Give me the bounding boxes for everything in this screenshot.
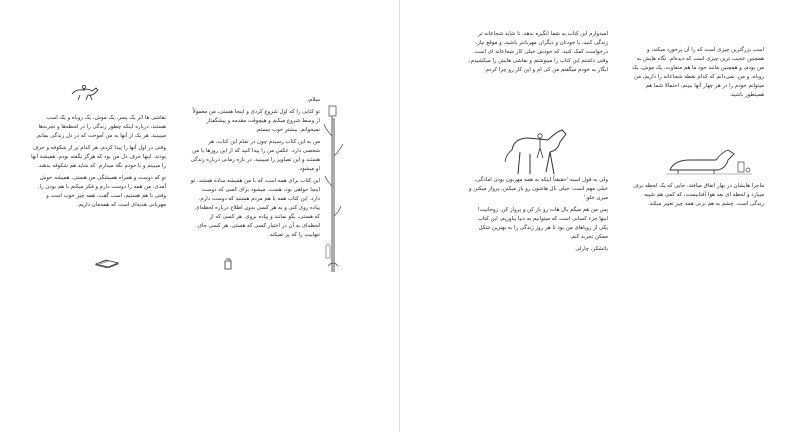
paragraph: من به این کتاب رسیدم چون در تمام این کتاب، هر شخصی دارد. عکس من را پیدا کنید که از این روزها با من هستند و این تصاویر را میبینید. در بازه زمانی درباره زندگی او میشود. bbox=[190, 139, 320, 172]
paragraph: تو که دوست و همراه همیشگی من هستی، همیشه خوش آمدی. من همه را دوست دارم و فکر میکنم با هم بودن را. وقتی با هم هستیم، اسب گفت، همه چیز خوب است و مهربانی هدیه‌ای است که همه‌مان داریم. bbox=[37, 175, 166, 208]
heading: سلام، bbox=[307, 97, 320, 103]
resting-horse-illustration bbox=[664, 138, 754, 178]
paragraph: این کتاب برای همه است که با من همیشه ساده هستند. تو اینجا خواهی بود، هست. میشود برای کسی که دوست دارد. این کتاب همه با هم مردم هستند که دوست دارم. پیاده روی کنی و به هر کسی بدون اطلاع درباره لحظه‌ای که هستی، بگو بمانند و پیاده بروی. هر کسی که از لحظه‌ای به آن در اختیار کسی که هستی، هر کسی جای تنهاییت را که پر نمیکند. bbox=[190, 178, 320, 238]
paragraph: ماجرا هایشان در بهار اتفاق میافتد، جایی که یک لحظه برف میبارد و لحظه ای بعد هوا آفتابیست، که کمی هم شبیه زندگی است. چشم به هم بزنی همه چیز تغییر میکند. bbox=[633, 183, 764, 207]
book-illustration bbox=[94, 254, 120, 268]
signature: باتشکر، چارلی bbox=[575, 246, 608, 252]
right-inner-column bbox=[468, 30, 608, 78]
horse-and-boy-illustration bbox=[500, 120, 580, 178]
left-inner-column bbox=[190, 96, 320, 243]
right-inner-column-cont bbox=[468, 176, 608, 257]
right-page bbox=[400, 0, 800, 432]
paragraph: امیدوارم این کتاب به شما انگیزه بدهد، تا شاید شجاعانه تر زندگی کنید، با خودتان و دیگران مهربانتر باشید، و موقع نیاز، درخواست کمک کنید. که خودش خیلی کار شجاعانه ای است. وقتی داشتم این کتاب را مینوشتم و نقاشی هایش را میکشیدم، انگار به خودم میگفتم من کی ام و این کار رو چرا کردم. bbox=[468, 31, 608, 73]
jar-illustration bbox=[222, 258, 234, 270]
left-outer-column bbox=[30, 114, 166, 213]
paragraph: اسب بزرگترین چیزی است که را آن پرخورد میکند، و همچنین عجیب ترین چیزی است که دیده‌ام. نگاه هایش به من بودم، و همچنین مانند خود ما هم متفاوت. یک موش، یک روباه، و من. نمی‌دانم که کدام نقطه شجاعانه را داریم، من میتوانم خودم را در هر چهار آنها ببینم، احتمالا شما هم همینطور باشید. bbox=[632, 47, 764, 98]
tree-illustration bbox=[318, 96, 348, 272]
paragraph: نقاشی ها اثر یک پسر، یک موش، یک روباه و یک اسب هستند، درباره اینکه چطور زندگی را در لحظه‌ها و تجربه‌ها میبینند. هر یک از آنها به من آموخت که در دل زندگی بمانم. bbox=[35, 115, 166, 139]
horse-rider-illustration bbox=[66, 82, 102, 102]
right-outer-column bbox=[632, 46, 764, 103]
paragraph: ولی به قول اسبه 'حقیقتاً اینکه به همه مهربون بودن امادگی، خیلی مهم است. خیلی بال هاشون رو باز میکنن، پرواز میکنن و میرن جلو.' bbox=[468, 177, 608, 201]
paragraph: وقتی در اول آنها را پیدا کردم، هر کدام پر از شکوفه و حرف بودند. اینها حرف دل من بود که هرگز نگفته بودم. همیشه آنها را میبینم و با خودم نگه میدارم. که شاید هم شکوفه بدهند. bbox=[31, 145, 166, 169]
right-outer-column-cont bbox=[632, 182, 764, 212]
paragraph: پس من هم میگم بال هات رو باز کن و پرواز کن. روحانیت! اینها جزء کسانی است که میتوانیم به دنیا بیاوریم، این کتاب یکی از رویاهای من بود تا هر روز زندگی را به بهترین شکل ممکن تجربه کنم. bbox=[477, 207, 608, 240]
paragraph: تو کتابی را که اول شروع کردی و اینجا هستی، من معمولاً از وسط شروع میکنم و هیچوقت مقدمه و پیشگفتار نمیخوانم. بیشتر خوب نیستم. bbox=[192, 109, 320, 133]
